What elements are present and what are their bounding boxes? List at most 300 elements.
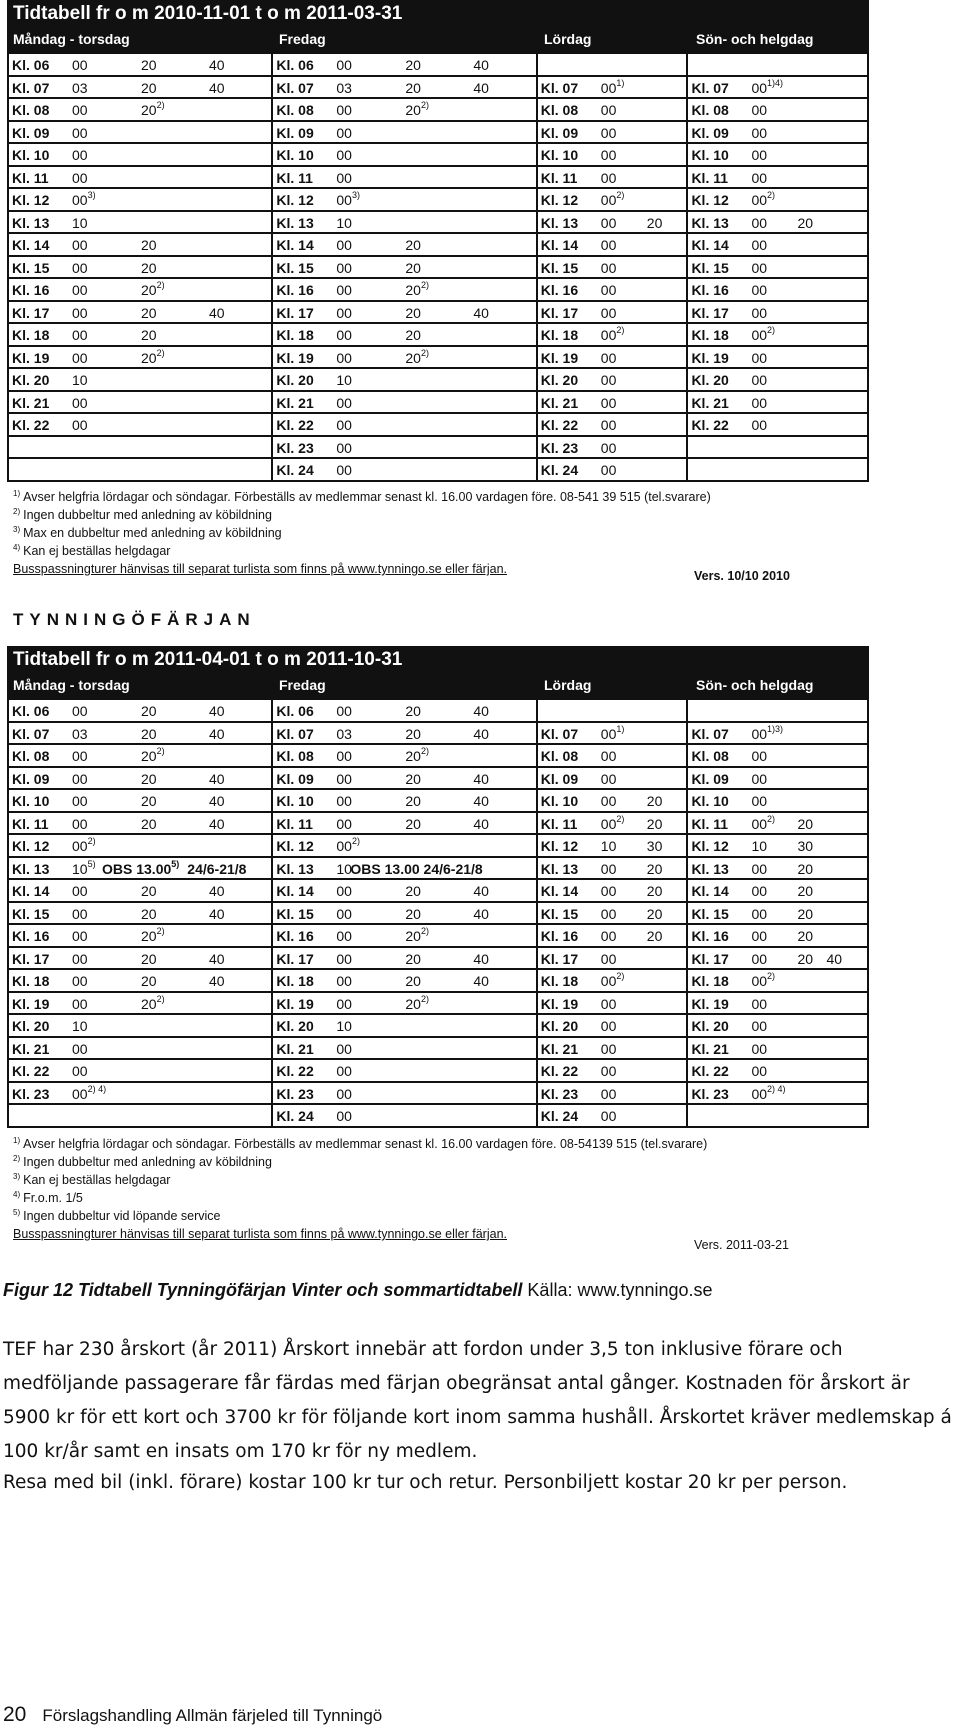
hour-label: Kl. 07	[276, 725, 314, 742]
timetable-cell	[273, 99, 537, 122]
hour-label: Kl. 11	[691, 815, 729, 832]
departure-minute	[647, 883, 663, 899]
minute-text: 00	[751, 860, 768, 877]
hour-label: Kl. 17	[691, 304, 729, 321]
departure-minute	[751, 906, 767, 922]
minute-text: 00	[336, 995, 352, 1012]
timetable-cell	[9, 880, 273, 903]
departure-minute	[797, 928, 813, 944]
departure-minute	[601, 883, 617, 899]
hour-label: Kl. 20	[691, 1018, 729, 1034]
departure-minute	[209, 80, 225, 96]
minute-text: 00	[751, 417, 768, 433]
hour-label: Kl. 14	[540, 883, 579, 899]
departure-minute	[405, 305, 421, 321]
departure-minute	[751, 125, 767, 141]
minute-text: 00	[600, 417, 617, 433]
hour-label: Kl. 09	[540, 770, 579, 787]
minute-text: 03	[72, 79, 88, 96]
timetable-cell	[688, 925, 869, 948]
hour-label: Kl. 10	[12, 793, 50, 809]
minute-text: 20	[797, 860, 814, 877]
minute-text: 00	[336, 1108, 352, 1124]
timetable-row	[9, 925, 869, 948]
minute-text: 00	[72, 394, 88, 411]
hour-label: Kl. 21	[691, 1040, 729, 1057]
minute-text: 20	[141, 703, 157, 719]
departure-minute	[797, 951, 813, 967]
timetable-cell	[9, 392, 273, 415]
minute-text: 00	[336, 950, 352, 967]
minute-text: 20	[141, 815, 157, 832]
hour-label: Kl. 15	[540, 259, 579, 276]
minute-text: 00	[600, 950, 617, 967]
minute-text: 00	[600, 169, 617, 186]
hour-label: Kl. 15	[691, 259, 729, 276]
departure-minute	[751, 1041, 767, 1057]
timetable-header	[7, 674, 869, 698]
footnote-text: Avser helgfria lördagar och söndagar. Förbeställs av medlemmar senast kl. 16.00 vardagen före. 08-54139 515 (tel.svarare)	[23, 1137, 708, 1151]
timetable-cell	[688, 1105, 869, 1128]
minute-text: 00	[751, 973, 768, 989]
minute-text: 20	[405, 259, 421, 276]
timetable-row	[9, 77, 869, 100]
timetable-row	[9, 1060, 869, 1083]
departure-minute	[405, 793, 421, 809]
departure-minute	[601, 793, 617, 809]
timetable-cell	[9, 700, 273, 723]
minute-text: 00	[336, 169, 352, 186]
timetable-cell	[273, 167, 537, 190]
departure-minute	[336, 838, 360, 854]
departure-minute	[209, 57, 225, 73]
minute-text: 00	[600, 192, 617, 208]
timetable-row	[9, 1083, 869, 1106]
minute-text: 20	[141, 79, 157, 96]
minute-text: 00	[751, 1018, 768, 1034]
departure-minute	[405, 726, 421, 742]
departure-minute	[751, 748, 767, 764]
timetable-cell	[538, 1038, 689, 1061]
timetable-cell	[688, 1060, 869, 1083]
hour-label: Kl. 17	[691, 950, 729, 967]
hour-label: Kl. 19	[276, 995, 314, 1012]
footnote-marker: 2)	[420, 347, 429, 358]
timetable-cell	[538, 369, 689, 392]
minute-text: 20	[141, 282, 157, 298]
hour-label: Kl. 15	[691, 905, 729, 922]
minute-text: 00	[72, 995, 88, 1012]
timetable-cell	[9, 369, 273, 392]
hour-label: Kl. 18	[276, 327, 314, 343]
hour-label: Kl. 15	[276, 259, 314, 276]
hour-label: Kl. 21	[691, 394, 729, 411]
departure-minute	[601, 147, 617, 163]
timetable-cell	[688, 700, 869, 723]
minute-text: 20	[141, 725, 157, 742]
footnote-marker: 2)	[156, 100, 165, 110]
departure-minute	[336, 1108, 352, 1124]
timetable-grid	[7, 52, 869, 482]
hour-label: Kl. 14	[276, 883, 314, 899]
departure-minute	[405, 883, 421, 899]
hour-label: Kl. 13	[691, 214, 729, 231]
minute-text: 00	[600, 259, 617, 276]
departure-minute	[209, 793, 225, 809]
timetable-cell	[9, 1038, 273, 1061]
departure-minute	[209, 771, 225, 787]
timetable-cell	[273, 302, 537, 325]
minute-text: 00	[72, 1085, 88, 1102]
departure-minute	[72, 147, 88, 163]
timetable-row	[9, 302, 869, 325]
departure-minute	[405, 57, 421, 73]
departure-minute	[600, 813, 625, 832]
departure-minute	[141, 347, 165, 366]
departure-minute	[797, 861, 813, 877]
timetable-cell	[273, 279, 537, 302]
minute-text: 00	[336, 237, 352, 253]
departure-minute	[72, 703, 88, 719]
departure-minute	[601, 440, 617, 456]
timetable-cell	[688, 279, 869, 302]
hour-label: Kl. 08	[691, 102, 729, 118]
minute-text: 40	[473, 973, 489, 989]
timetable-cell	[273, 257, 537, 280]
minute-text: 00	[751, 192, 768, 208]
departure-minute	[601, 748, 617, 764]
winter-version: Vers. 10/10 2010	[694, 569, 790, 583]
obs-text: OBS 13.00	[102, 860, 172, 877]
hour-label: Kl. 10	[691, 793, 729, 809]
minute-text: 00	[72, 417, 88, 433]
obs-dates: 24/6-21/8	[187, 860, 247, 877]
timetable-cell	[9, 167, 273, 190]
minute-text: 00	[72, 973, 88, 989]
footnote-marker: 2) 4)	[767, 1083, 786, 1094]
summer-timetable	[7, 646, 869, 1128]
departure-minute	[601, 305, 617, 321]
hour-label: Kl. 19	[540, 349, 579, 366]
minute-text: 00	[72, 57, 88, 73]
timetable-row	[9, 437, 869, 460]
paragraph: TEF har 230 årskort (år 2011) Årskort innebär att fordon under 3,5 ton inklusive förare och medföljande passagerare får färdas med färjan obegränsat antal gånger. Kostnaden för årskort är 5900 kr för ett kort och 3700 kr för följande kort inom samma hushåll. Årskortet kräver medlemskap á 100 kr/år samt en insats om 170 kr för ny medlem.	[3, 1339, 952, 1462]
timetable-row	[9, 993, 869, 1016]
minute-text: 00	[600, 79, 617, 96]
hour-label: Kl. 14	[691, 237, 729, 253]
timetable-cell	[273, 813, 537, 836]
minute-text: 00	[600, 860, 617, 877]
departure-minute	[751, 305, 767, 321]
departure-minute	[209, 703, 225, 719]
departure-minute	[72, 858, 96, 877]
hour-label: Kl. 20	[540, 1018, 579, 1034]
timetable-cell	[9, 347, 273, 370]
minute-text: 00	[72, 304, 88, 321]
minute-text: 20	[405, 995, 421, 1012]
minute-text: 20	[405, 703, 421, 719]
minute-text: 00	[600, 748, 617, 764]
timetable-cell	[273, 212, 537, 235]
minute-text: 00	[600, 394, 617, 411]
departure-minute	[141, 973, 157, 989]
timetable-cell	[273, 144, 537, 167]
timetable-cell	[9, 122, 273, 145]
departure-minute	[405, 703, 421, 719]
minute-text: 00	[336, 192, 352, 208]
minute-text: 00	[336, 928, 352, 944]
footnote-number: 1)	[13, 1136, 21, 1145]
minute-text: 20	[141, 304, 157, 321]
minute-text: 20	[646, 860, 663, 877]
timetable-cell	[9, 1060, 273, 1083]
footnote-marker: 2)	[420, 100, 429, 110]
minute-text: 00	[751, 793, 768, 809]
minute-text: 00	[600, 349, 617, 366]
timetable-cell	[538, 790, 689, 813]
minute-text: 00	[751, 1085, 768, 1102]
timetable-cell	[538, 1015, 689, 1038]
timetable-cell	[273, 1015, 537, 1038]
minute-text: 20	[797, 905, 814, 922]
timetable-row	[9, 1038, 869, 1061]
minute-text: 20	[141, 950, 157, 967]
departure-minute	[72, 125, 88, 141]
timetable-row	[9, 1015, 869, 1038]
footnote-text: Busspassningturer hänvisas till separat turlista som finns på www.tynningo.se eller färjan.	[13, 562, 507, 576]
departure-minute	[601, 1018, 617, 1034]
timetable-cell	[9, 279, 273, 302]
timetable-cell	[538, 167, 689, 190]
timetable-cell	[9, 925, 273, 948]
timetable-cell	[688, 167, 869, 190]
timetable-cell	[688, 768, 869, 791]
minute-text: 20	[405, 282, 421, 298]
minute-text: 00	[72, 838, 88, 854]
hour-label: Kl. 14	[276, 237, 314, 253]
minute-text: 00	[751, 995, 768, 1012]
footnote-number: 3)	[13, 1172, 21, 1181]
footnote-marker: 2)	[420, 993, 429, 1004]
timetable-row	[9, 700, 869, 723]
timetable-cell	[688, 459, 869, 482]
minute-text: 10	[336, 214, 352, 231]
departure-minute	[473, 793, 489, 809]
departure-minute	[751, 838, 767, 854]
departure-minute	[141, 993, 165, 1012]
minute-text: 00	[336, 770, 352, 787]
departure-minute	[405, 771, 421, 787]
departure-minute	[601, 417, 617, 433]
hour-label: Kl. 09	[691, 770, 729, 787]
footnote	[13, 560, 711, 578]
departure-minute	[72, 237, 88, 253]
hour-label: Kl. 13	[12, 214, 50, 231]
footnote-number: 2)	[13, 507, 21, 516]
hour-label: Kl. 21	[12, 1040, 50, 1057]
timetable-cell	[273, 1105, 537, 1128]
footnote-number: 1)	[13, 489, 21, 498]
timetable-cell	[273, 347, 537, 370]
hour-label: Kl. 06	[12, 703, 50, 719]
departure-minute	[751, 723, 784, 742]
hour-label: Kl. 17	[276, 950, 314, 967]
timetable-grid	[7, 698, 869, 1128]
departure-minute	[72, 282, 88, 298]
minute-text: 20	[141, 259, 157, 276]
minute-text: 00	[336, 259, 352, 276]
minute-text: 20	[405, 57, 421, 73]
timetable-cell	[538, 392, 689, 415]
minute-text: 00	[336, 327, 352, 343]
departure-minute	[405, 347, 429, 366]
hour-label: Kl. 09	[276, 770, 314, 787]
brand-heading: TYNNINGÖFÄRJAN	[13, 610, 256, 629]
minute-text: 00	[336, 349, 352, 366]
departure-minute	[601, 973, 625, 989]
hour-label: Kl. 08	[276, 102, 314, 118]
departure-minute	[336, 282, 352, 298]
minute-text: 00	[600, 439, 617, 456]
departure-minute	[141, 305, 157, 321]
departure-minute	[601, 170, 617, 186]
hour-label: Kl. 20	[12, 1018, 50, 1034]
minute-text: 00	[72, 950, 88, 967]
departure-minute	[336, 1063, 352, 1079]
timetable-cell	[9, 768, 273, 791]
minute-text: 00	[600, 905, 617, 922]
departure-minute	[336, 816, 352, 832]
timetable-cell	[273, 723, 537, 746]
header-saturday: Lördag	[544, 677, 592, 693]
timetable-row	[9, 790, 869, 813]
timetable-cell	[9, 970, 273, 993]
hour-label: Kl. 12	[276, 838, 314, 854]
timetable-cell	[273, 858, 537, 881]
hour-label: Kl. 13	[540, 860, 579, 877]
minute-text: 20	[405, 725, 421, 742]
departure-minute	[72, 928, 88, 944]
hour-label: Kl. 17	[540, 950, 579, 967]
footnote-marker: 2) 4)	[87, 1083, 107, 1094]
hour-label: Kl. 12	[276, 192, 314, 208]
departure-minute	[751, 1063, 767, 1079]
hour-label: Kl. 24	[540, 462, 579, 478]
departure-minute	[209, 816, 225, 832]
timetable-cell	[538, 880, 689, 903]
timetable-cell	[538, 925, 689, 948]
timetable-cell	[9, 790, 273, 813]
figure-caption	[3, 1280, 713, 1301]
hour-label: Kl. 14	[691, 883, 729, 899]
departure-minute	[72, 102, 88, 118]
timetable-cell	[538, 1060, 689, 1083]
timetable-cell	[9, 212, 273, 235]
departure-minute	[601, 1108, 617, 1124]
departure-minute	[141, 726, 157, 742]
minute-text: 00	[336, 439, 352, 456]
departure-minute	[336, 372, 352, 388]
departure-minute	[72, 748, 88, 764]
timetable-cell	[688, 392, 869, 415]
timetable-title: Tidtabell fr o m 2011-04-01 t o m 2011-10-31	[7, 646, 869, 674]
minute-text: 03	[336, 79, 352, 96]
departure-minute	[336, 726, 352, 742]
minute-text: 20	[405, 928, 421, 944]
footnote	[13, 1153, 707, 1171]
timetable-row	[9, 745, 869, 768]
departure-minute	[336, 80, 352, 96]
hour-label: Kl. 19	[12, 995, 50, 1012]
departure-minute	[405, 973, 421, 989]
hour-label: Kl. 07	[12, 79, 50, 96]
timetable-cell	[273, 948, 537, 971]
minute-text: 00	[336, 304, 352, 321]
timetable-cell	[273, 1060, 537, 1083]
hour-label: Kl. 08	[12, 748, 50, 764]
departure-minute	[141, 906, 157, 922]
departure-minute	[141, 771, 157, 787]
departure-minute	[141, 928, 165, 944]
timetable-cell	[273, 369, 537, 392]
timetable-cell	[688, 790, 869, 813]
timetable-cell	[538, 948, 689, 971]
timetable-cell	[273, 745, 537, 768]
minute-text: 20	[797, 950, 814, 967]
hour-label: Kl. 09	[12, 124, 50, 141]
timetable-cell	[273, 189, 537, 212]
minute-text: 20	[141, 748, 157, 764]
timetable-cell	[538, 99, 689, 122]
timetable-cell	[538, 279, 689, 302]
departure-minute	[797, 838, 813, 854]
departure-minute	[336, 327, 352, 343]
minute-text: 03	[72, 725, 88, 742]
hour-label: Kl. 06	[276, 57, 314, 73]
hour-label: Kl. 23	[276, 439, 314, 456]
hour-label: Kl. 07	[540, 79, 579, 96]
minute-text: 20	[646, 815, 663, 832]
hour-label: Kl. 16	[12, 282, 50, 298]
timetable-title: Tidtabell fr o m 2010-11-01 t o m 2011-03-31	[7, 0, 869, 28]
departure-minute	[72, 372, 88, 388]
hour-label: Kl. 23	[276, 1085, 314, 1102]
hour-label: Kl. 19	[540, 995, 579, 1012]
hour-label: Kl. 08	[276, 748, 314, 764]
minute-text: 40	[209, 973, 225, 989]
footnote-marker: 2)	[351, 836, 360, 846]
departure-minute	[72, 771, 88, 787]
minute-text: 00	[751, 883, 768, 899]
timetable-row	[9, 347, 869, 370]
departure-minute	[797, 215, 813, 231]
minute-text: 40	[209, 304, 225, 321]
minute-text: 40	[473, 815, 489, 832]
hour-label: Kl. 09	[12, 770, 50, 787]
timetable-cell	[688, 745, 869, 768]
departure-minute	[336, 1086, 352, 1102]
timetable-cell	[538, 144, 689, 167]
hour-label: Kl. 10	[540, 147, 579, 163]
minute-text: 00	[600, 1040, 617, 1057]
departure-minute	[601, 350, 617, 366]
timetable-cell	[9, 993, 273, 1016]
minute-text: 00	[72, 1040, 88, 1057]
departure-minute	[751, 77, 784, 96]
departure-minute	[336, 395, 352, 411]
footnote-marker: 5)	[87, 858, 96, 869]
departure-minute	[336, 192, 360, 208]
